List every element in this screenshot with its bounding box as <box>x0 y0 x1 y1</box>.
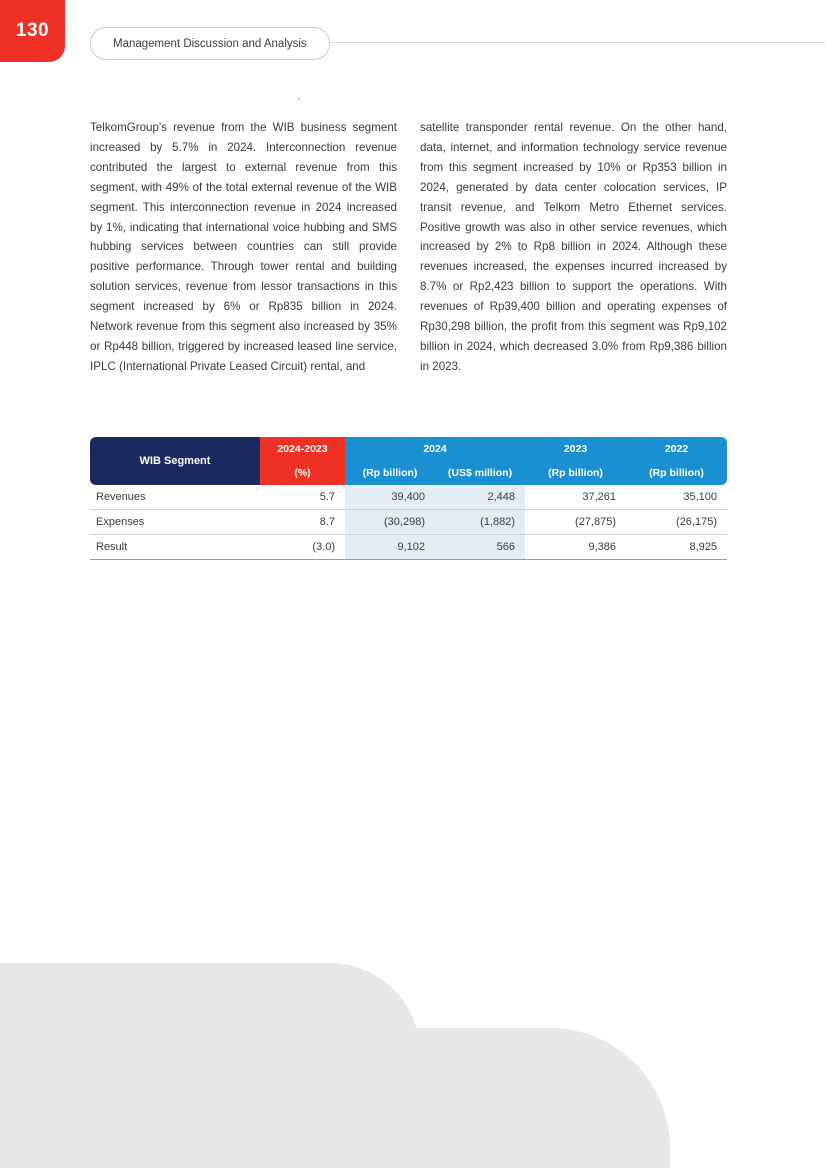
table-row <box>90 510 727 535</box>
page-number: 130 <box>15 20 50 41</box>
row-label: Expenses <box>90 510 260 535</box>
cell-2023: (27,875) <box>525 510 626 535</box>
cell-change: (3.0) <box>260 535 345 560</box>
body-column-right <box>420 118 727 377</box>
row-label: Result <box>90 535 260 560</box>
table-header-2023-group: 2023 <box>525 437 626 461</box>
cell-2023: 9,386 <box>525 535 626 560</box>
cell-change: 5.7 <box>260 485 345 510</box>
body-paragraph-left: TelkomGroup's revenue from the WIB business segment increased by 5.7% in 2024. Interconnection revenue contributed the largest to external revenue from this segment, with 49% of the total external revenue of the WIB segment. This interconnection revenue in 2024 increased by 1%, indicating that international voice hubbing and SMS hubbing services between countries can still provide positive performance. Through tower rental and building solution services, revenue from lessor transactions in this segment increased by 6% or Rp835 billion in 2024. Network revenue from this segment also increased by 35% or Rp448 billion, triggered by increased leased line service, IPLC (International Private Leased Circuit) rental, and <box>90 121 397 373</box>
row-label: Revenues <box>90 485 260 510</box>
cell-2023: 37,261 <box>525 485 626 510</box>
financial-table <box>90 437 727 560</box>
table-header-2022-group: 2022 <box>626 437 727 461</box>
cell-2022: 35,100 <box>626 485 727 510</box>
table-header-change-unit: (%) <box>260 461 345 485</box>
cell-2024-usd: 566 <box>435 535 525 560</box>
table-row <box>90 485 727 510</box>
table-header-2024-group: 2024 <box>345 437 525 461</box>
table-header-segment: WIB Segment <box>90 437 260 485</box>
wib-segment-table <box>90 437 727 560</box>
footer-decoration-inner <box>0 963 420 1168</box>
table-header-2023-unit: (Rp billion) <box>525 461 626 485</box>
section-header-label: Management Discussion and Analysis <box>113 37 307 50</box>
body-text <box>90 118 727 377</box>
cell-2024-rp: 39,400 <box>345 485 435 510</box>
table-header-2024-usd-unit: (US$ million) <box>435 461 525 485</box>
body-paragraph-right: satellite transponder rental revenue. On the other hand, data, internet, and information technology service revenue from this segment increased by 10% or Rp353 billion in 2024, generated by data center colocation services, IP transit revenue, and Telkom Metro Ethernet services. Positive growth was also in other service revenues, which increased by 2% to Rp8 billion in 2024. Although these revenues increased, the expenses incurred increased by 8.7% or Rp2,423 billion to support the operations. With revenues of Rp39,400 billion and operating expenses of Rp30,298 billion, the profit from this segment was Rp9,102 billion in 2024, which decreased 3.0% from Rp9,386 billion in 2023. <box>420 121 727 373</box>
cell-2024-usd: (1,882) <box>435 510 525 535</box>
cell-2024-rp: 9,102 <box>345 535 435 560</box>
body-column-left <box>90 118 397 377</box>
section-header-pill <box>90 27 330 60</box>
table-header-2022-unit: (Rp billion) <box>626 461 727 485</box>
decorative-dot <box>298 98 300 100</box>
cell-2022: (26,175) <box>626 510 727 535</box>
table-header-row-groups <box>90 437 727 461</box>
cell-2022: 8,925 <box>626 535 727 560</box>
table-header-change-group: 2024-2023 <box>260 437 345 461</box>
page-number-badge <box>0 0 65 62</box>
cell-change: 8.7 <box>260 510 345 535</box>
table-row <box>90 535 727 560</box>
cell-2024-rp: (30,298) <box>345 510 435 535</box>
cell-2024-usd: 2,448 <box>435 485 525 510</box>
table-header-2024-rp-unit: (Rp billion) <box>345 461 435 485</box>
